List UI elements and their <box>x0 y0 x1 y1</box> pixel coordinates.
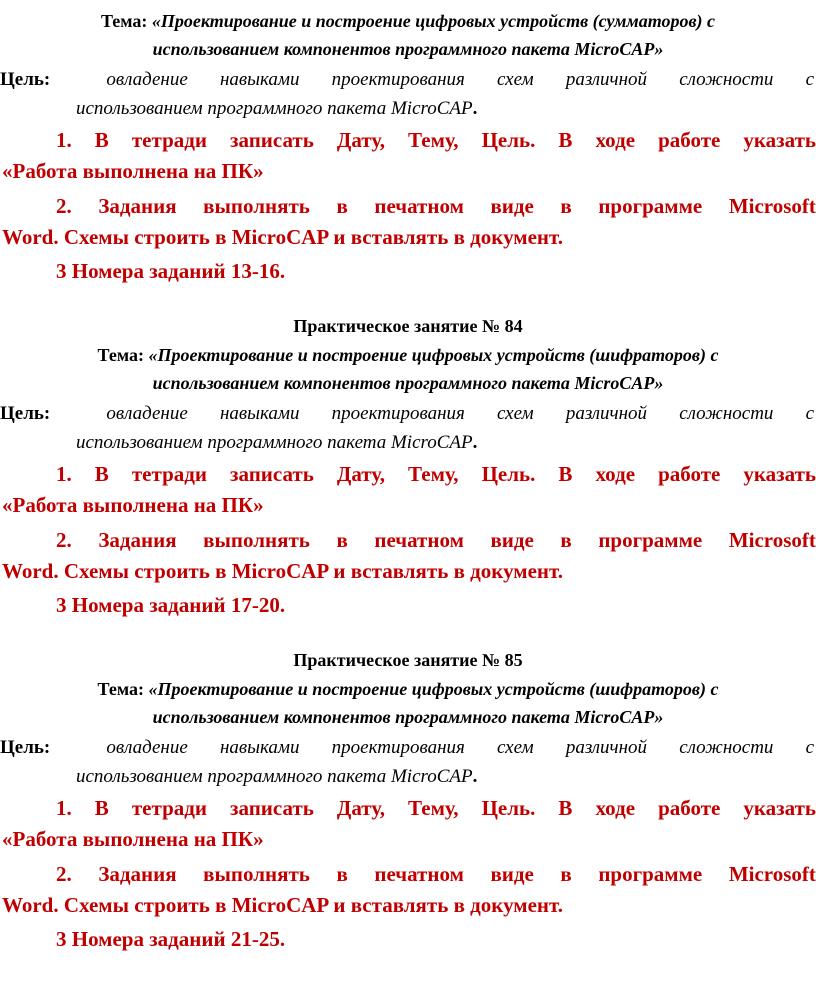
word: выполнять <box>203 194 310 218</box>
goal-line-2 <box>0 766 816 788</box>
word: проектирования <box>331 69 465 90</box>
theme-label: Тема: <box>100 11 148 31</box>
word: овладение <box>106 69 188 90</box>
word: программе <box>598 528 703 552</box>
goal-line-1 <box>0 737 816 759</box>
word: Цель. <box>481 796 536 820</box>
word: навыками <box>219 403 300 424</box>
word: в <box>336 528 348 552</box>
word: 2. <box>56 528 72 552</box>
word: в <box>560 528 572 552</box>
theme-label: Тема: <box>97 679 144 699</box>
word: указать <box>743 128 816 152</box>
word: ходе <box>595 128 636 152</box>
task-2-line-1 <box>0 528 816 553</box>
word: печатном <box>374 528 464 552</box>
theme-line-1 <box>0 345 816 366</box>
goal-end: . <box>472 98 478 119</box>
theme-text: «Проектирование и построение цифровых устройств (шифраторов) с <box>148 679 719 699</box>
word: тетради <box>131 462 207 486</box>
goal-end: . <box>472 432 478 453</box>
task-3: 3 Номера заданий 17-20. <box>56 593 286 617</box>
task-1-line-1 <box>0 462 816 487</box>
task-2-line-1 <box>0 862 816 887</box>
word: Задания <box>98 194 177 218</box>
word: в <box>336 862 348 886</box>
word: в <box>336 194 348 218</box>
word: В <box>94 796 109 820</box>
goal-line-1 <box>0 69 816 91</box>
lesson-title: Практическое занятие № 85 <box>293 650 523 670</box>
word: различной <box>565 403 648 424</box>
goal-line-2 <box>0 98 816 120</box>
task-1-line-1 <box>0 128 816 153</box>
task-1-line-2: «Работа выполнена на ПК» <box>2 827 264 851</box>
task-2-line-2: Word. Схемы строить в MicroCAP и вставлять в документ. <box>2 559 564 583</box>
word: виде <box>490 528 534 552</box>
theme-text: «Проектирование и построение цифровых устройств (сумматоров) с <box>151 11 716 31</box>
theme-line-2 <box>0 707 816 728</box>
word: 2. <box>56 194 72 218</box>
word: Цель. <box>481 128 536 152</box>
word: записать <box>230 796 314 820</box>
word: тетради <box>131 796 207 820</box>
word: различной <box>565 69 648 90</box>
word: работе <box>658 796 721 820</box>
word: программе <box>598 862 703 886</box>
theme-text-cont: использованием компонентов программного пакета MicroCAP» <box>152 39 664 59</box>
goal-line-2 <box>0 432 816 454</box>
word: схем <box>496 69 534 90</box>
word: работе <box>658 128 721 152</box>
task-2-line-2: Word. Схемы строить в MicroCAP и вставлять в документ. <box>2 225 564 249</box>
theme-text: «Проектирование и построение цифровых устройств (шифраторов) с <box>148 345 719 365</box>
theme-line-2 <box>0 373 816 394</box>
word: Тему, <box>408 796 459 820</box>
word: В <box>94 128 109 152</box>
goal-label: Цель: <box>0 69 51 90</box>
task-2-line-2: Word. Схемы строить в MicroCAP и вставлять в документ. <box>2 893 564 917</box>
word: овладение <box>106 737 188 758</box>
word: 1. <box>56 128 72 152</box>
word: печатном <box>374 862 464 886</box>
theme-text-cont: использованием компонентов программного пакета MicroCAP» <box>152 707 664 727</box>
word: проектирования <box>331 403 465 424</box>
word: ходе <box>595 796 636 820</box>
word: навыками <box>219 737 300 758</box>
word: записать <box>230 462 314 486</box>
word: Дату, <box>336 128 385 152</box>
word: Microsoft <box>728 862 816 886</box>
word: Задания <box>98 862 177 886</box>
word: в <box>560 862 572 886</box>
word: печатном <box>374 194 464 218</box>
task-1-line-2: «Работа выполнена на ПК» <box>2 493 264 517</box>
word: овладение <box>106 403 188 424</box>
theme-text-cont: использованием компонентов программного пакета MicroCAP» <box>152 373 664 393</box>
word: выполнять <box>203 862 310 886</box>
theme-line-1 <box>0 679 816 700</box>
word: Задания <box>98 528 177 552</box>
task-3: 3 Номера заданий 13-16. <box>56 259 286 283</box>
word: Дату, <box>336 796 385 820</box>
word: 2. <box>56 862 72 886</box>
word: В <box>558 462 573 486</box>
word: указать <box>743 796 816 820</box>
word: Цель. <box>481 462 536 486</box>
goal-text-cont: использованием программного пакета MicroCAP <box>76 98 473 119</box>
word: с <box>805 403 814 424</box>
task-2-line-1 <box>0 194 816 219</box>
word: В <box>558 796 573 820</box>
word: виде <box>490 862 534 886</box>
word: навыками <box>219 69 300 90</box>
word: тетради <box>131 128 207 152</box>
word: 1. <box>56 796 72 820</box>
task-3: 3 Номера заданий 21-25. <box>56 927 286 951</box>
word: 1. <box>56 462 72 486</box>
word: ходе <box>595 462 636 486</box>
word: Тему, <box>408 462 459 486</box>
word: с <box>805 69 814 90</box>
word: указать <box>743 462 816 486</box>
word: Microsoft <box>728 528 816 552</box>
word: в <box>560 194 572 218</box>
goal-text-cont: использованием программного пакета MicroCAP <box>76 432 473 453</box>
goal-text-cont: использованием программного пакета MicroCAP <box>76 766 473 787</box>
task-1-line-1 <box>0 796 816 821</box>
goal-end: . <box>472 766 478 787</box>
word: В <box>94 462 109 486</box>
goal-label: Цель: <box>0 403 51 424</box>
word: схем <box>496 403 534 424</box>
word: сложности <box>679 403 774 424</box>
word: Дату, <box>336 462 385 486</box>
theme-line-1 <box>0 11 816 32</box>
word: Тему, <box>408 128 459 152</box>
word: В <box>558 128 573 152</box>
theme-label: Тема: <box>97 345 144 365</box>
word: сложности <box>679 737 774 758</box>
word: программе <box>598 194 703 218</box>
word: выполнять <box>203 528 310 552</box>
word: записать <box>230 128 314 152</box>
word: схем <box>496 737 534 758</box>
word: проектирования <box>331 737 465 758</box>
goal-label: Цель: <box>0 737 51 758</box>
lesson-title: Практическое занятие № 84 <box>293 316 523 336</box>
word: Microsoft <box>728 194 816 218</box>
word: виде <box>490 194 534 218</box>
goal-line-1 <box>0 403 816 425</box>
word: сложности <box>679 69 774 90</box>
word: с <box>805 737 814 758</box>
task-1-line-2: «Работа выполнена на ПК» <box>2 159 264 183</box>
word: работе <box>658 462 721 486</box>
theme-line-2 <box>0 39 816 60</box>
word: различной <box>565 737 648 758</box>
